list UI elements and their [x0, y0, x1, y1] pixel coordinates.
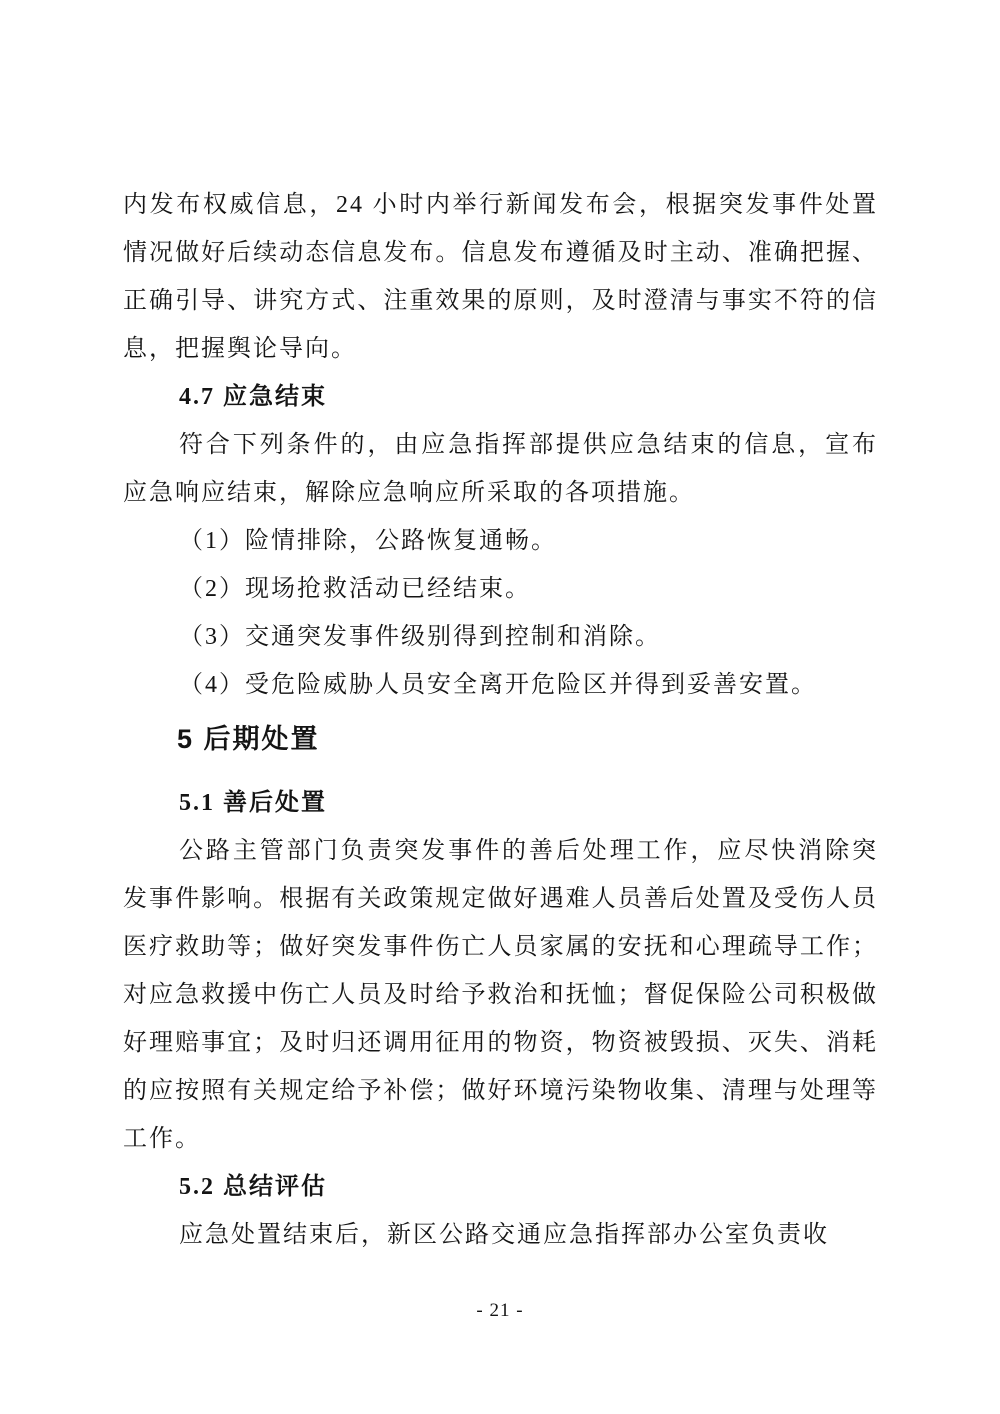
document-body	[123, 181, 878, 1259]
heading-5-2-summary-evaluation: 5.2 总结评估	[179, 1174, 327, 1200]
heading-5-post-disposal: 5 后期处置	[177, 724, 320, 754]
paragraph-4-7: 符合下列条件的，由应急指挥部提供应急结束的信息，宣布应急响应结束，解除应急响应所采取的各项措施。	[123, 432, 878, 506]
paragraph-5-1: 公路主管部门负责突发事件的善后处理工作，应尽快消除突发事件影响。根据有关政策规定做好遇难人员善后处置及受伤人员医疗救助等；做好突发事件伤亡人员家属的安抚和心理疏导工作；对应急救援中伤亡人员及时给予救治和抚恤；督促保险公司积极做好理赔事宜；及时归还调用征用的物资，物资被毁损、灭失、消耗的应按照有关规定给予补偿；做好环境污染物收集、清理与处理等工作。	[123, 838, 878, 1152]
paragraph-5-2: 应急处置结束后，新区公路交通应急指挥部办公室负责收	[179, 1222, 829, 1248]
page-number: - 21 -	[476, 1300, 524, 1321]
paragraph-continuation: 内发布权威信息，24 小时内举行新闻发布会，根据突发事件处置情况做好后续动态信息发布。信息发布遵循及时主动、准确把握、正确引导、讲究方式、注重效果的原则，及时澄清与事实不符的信息，把握舆论导向。	[123, 192, 878, 362]
list-item-1: （1）险情排除，公路恢复通畅。	[179, 528, 557, 554]
list-item-2: （2）现场抢救活动已经结束。	[179, 576, 531, 602]
list-item-3: （3）交通突发事件级别得到控制和消除。	[179, 624, 661, 650]
list-item-4: （4）受危险威胁人员安全离开危险区并得到妥善安置。	[179, 672, 817, 698]
heading-5-1-aftermath-disposal: 5.1 善后处置	[179, 790, 327, 816]
heading-4-7-emergency-end: 4.7 应急结束	[179, 384, 327, 410]
